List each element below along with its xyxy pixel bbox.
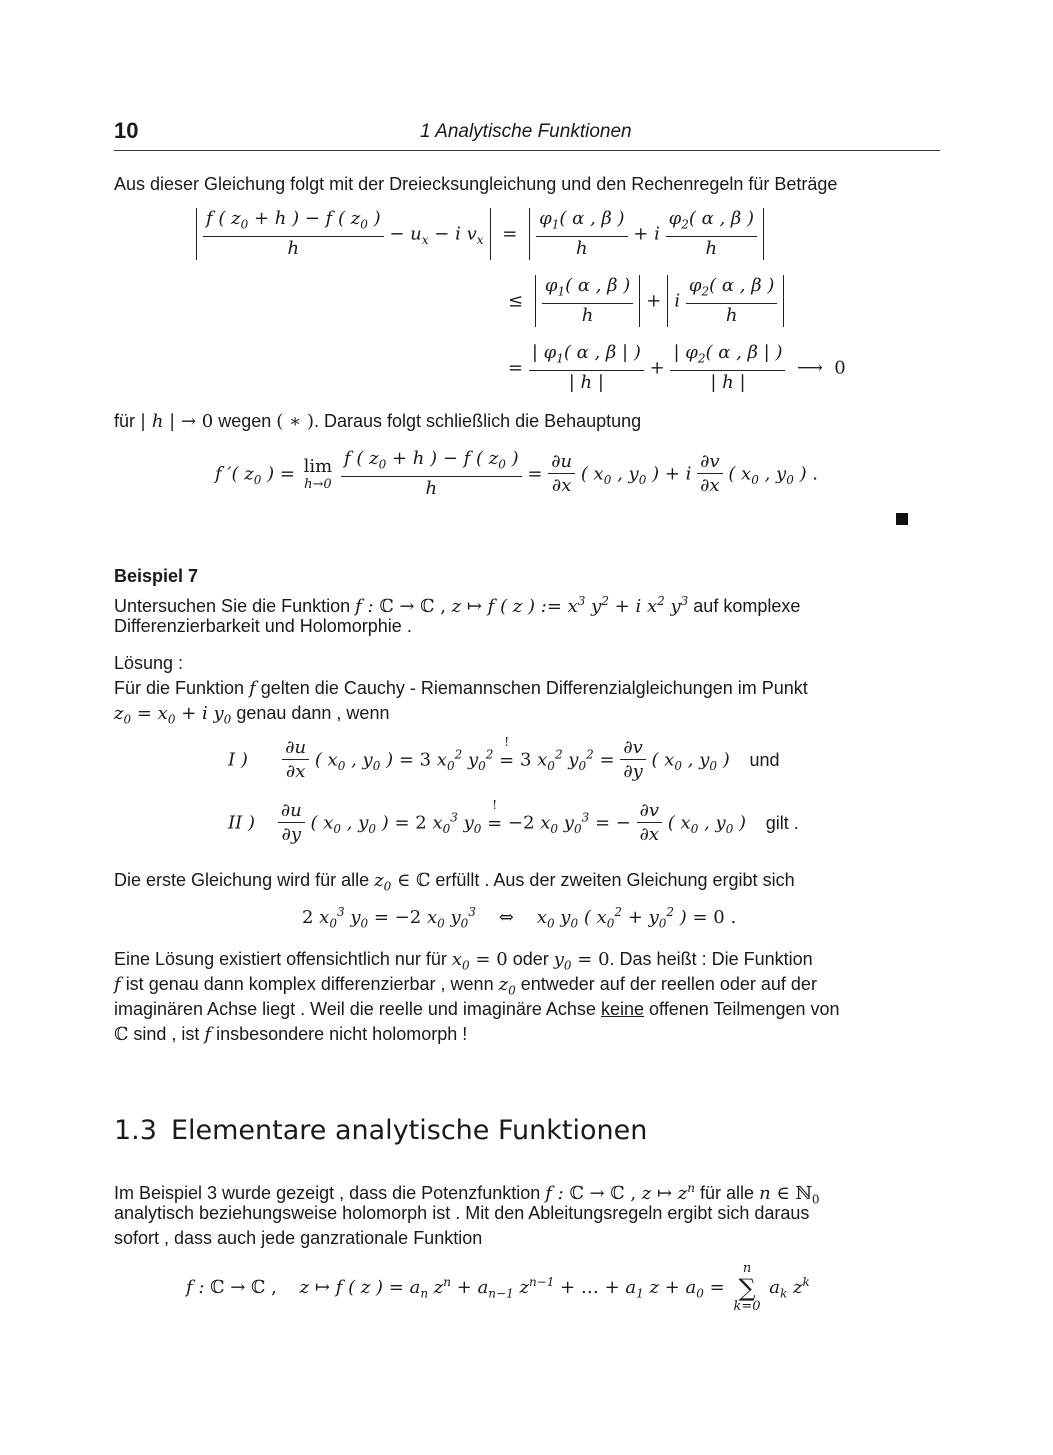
page-number: 10: [114, 118, 139, 143]
chapter-title: 1 Analytische Funktionen: [420, 121, 632, 142]
eine-line-1: Eine Lösung existiert offensichtlich nur für $x_0 = 0$ oder $y_0 = 0$. Das heißt : Die Funktion: [114, 949, 813, 973]
eine-line-4: ℂ sind , ist f insbesondere nicht holomorph !: [114, 1024, 468, 1045]
cauchy-line-1: Für die Funktion f gelten die Cauchy - Riemannschen Differenzialgleichungen im Punkt: [114, 678, 808, 699]
task-line-1: Untersuchen Sie die Funktion f : ℂ → ℂ , z ↦ f ( z ) := $x^3$ $y^2 + i$ $x^2$ $y^3$ auf komplexe: [114, 594, 801, 617]
im-line-1: Im Beispiel 3 wurde gezeigt , dass die Potenzfunktion f : ℂ → ℂ , z ↦ $z^n$ für alle n ∈ ℕ$_0$: [114, 1181, 820, 1207]
beispiel-title: Beispiel 7: [114, 566, 199, 586]
loesung-label: Lösung :: [114, 653, 184, 673]
equation-second: 2 $x_0^3$ $y_0 = -2$ $x_0$ $y_0^3$ ⇔ $x_0$ $y_0$ ( $x_0^2 + y_0^2$ ) = 0 .: [302, 905, 737, 931]
equation-cauchy-II: II ) $\frac{\partial u}{\partial y}$ ( $x_0$ , $y_0$ ) = 2 $x_0^3$ $y_0$ ! = −2 $x_0$ $y_0^3$ = − $\frac{\partial v}{\partial x}$ ( $x_0$ , $y_0$ ) gilt .: [228, 797, 799, 845]
equation-polynomial: f : ℂ → ℂ , z ↦ f ( z ) = $a_n$ $z^n + a_{n-1}$ $z^{n-1}$ + … + $a_1$ $z + a_0$ = n ∑ k=0 $a_k$ $z^k$: [186, 1261, 810, 1314]
fuer-paragraph: für | h | → 0 wegen ( ∗ ). Daraus folgt schließlich die Behauptung: [114, 411, 642, 432]
header-rule: [114, 150, 940, 151]
eine-line-2: f ist genau dann komplex differenzierbar , wenn $z_0$ entweder auf der reellen oder auf der: [114, 974, 817, 998]
erste-paragraph: Die erste Gleichung wird für alle $z_0$ ∈ ℂ erfüllt . Aus der zweiten Gleichung ergibt sich: [114, 870, 795, 894]
equation-triangle-inequality: ≤ $\frac{\varphi_1( \alpha , \beta )}{h}$ + i $\frac{\varphi_2( \alpha , \beta )}{h}$: [508, 275, 790, 328]
task-line-2: Differenzierbarkeit und Holomorphie .: [114, 616, 412, 636]
im-line-2: analytisch beziehungsweise holomorph ist . Mit den Ableitungsregeln ergibt sich daraus: [114, 1203, 810, 1223]
section-heading: 1.3 Elementare analytische Funktionen: [114, 1115, 648, 1146]
im-line-3: sofort , dass auch jede ganzrationale Funktion: [114, 1228, 483, 1248]
equation-derivative: f ′( $z_0$ ) = lim h→0 $\frac{f ( z_0 + h ) - f ( z_0 )}{h}$ = $\frac{\partial u}{\partial x}$ ( $x_0$ , $y_0$ ) + i $\frac{\partial v}{\partial x}$ ( $x_0$ , $y_0$ ) .: [215, 448, 819, 499]
eine-line-3: imaginären Achse liegt . Weil die reelle und imaginäre Achse keine offenen Teilmengen von: [114, 999, 840, 1019]
cauchy-line-2: $z_0 = x_0 + i$ $y_0$ genau dann , wenn: [114, 703, 390, 727]
intro-paragraph: Aus dieser Gleichung folgt mit der Dreiecksungleichung und den Rechenregeln für Beträge: [114, 174, 838, 194]
equation-limit-zero: = $\frac{| \varphi_1( \alpha , \beta | )}{| h |}$ + $\frac{| \varphi_2( \alpha , \beta | )}{| h |}$ ⟶ 0: [508, 342, 846, 393]
equation-cauchy-I: I ) $\frac{\partial u}{\partial x}$ ( $x_0$ , $y_0$ ) = 3 $x_0^2$ $y_0^2$ ! = 3 $x_0^2$ $y_0^2$ = $\frac{\partial v}{\partial y}$ ( $x_0$ , $y_0$ ) und: [228, 734, 780, 782]
equation-difference-quotient: $\frac{f ( z_0 + h ) - f ( z_0 )}{h}$ − $u_x - i$ $v_x$ = $\frac{\varphi_1( \alpha , \beta )}{h}$ + i $\frac{\varphi_2( \alpha , \beta )}{h}$: [190, 208, 770, 261]
qed-square-icon: [896, 513, 908, 525]
